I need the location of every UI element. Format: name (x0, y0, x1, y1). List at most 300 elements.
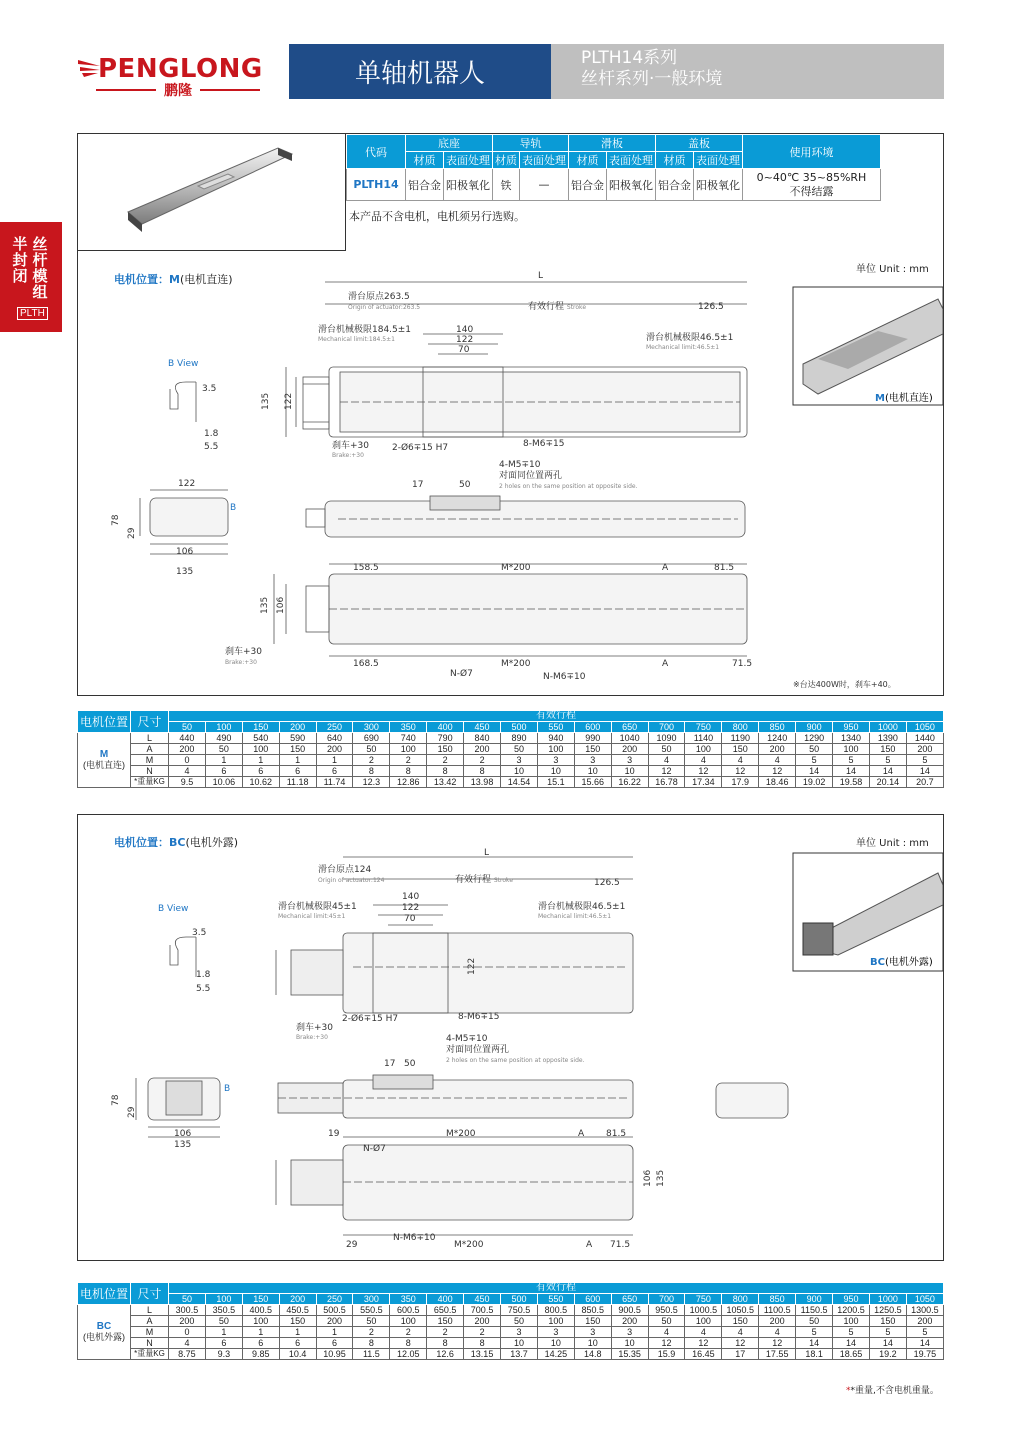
side-tab (0, 222, 62, 332)
table-cell: 16.78 (648, 777, 685, 788)
table-cell: 6 (279, 1338, 316, 1349)
table-cell: 0 (169, 755, 206, 766)
b-dim-35: 3.5 (202, 384, 217, 394)
section-m-title: 电机位置：M(电机直连) (114, 273, 233, 286)
row-name: A (131, 744, 169, 755)
table-cell: 1090 (648, 733, 685, 744)
table-cell: 890 (501, 733, 538, 744)
table-cell: 800.5 (537, 1305, 574, 1316)
table-cell: 440 (169, 733, 206, 744)
table-row (78, 733, 944, 744)
base-material: 铝合金 (406, 169, 444, 201)
stroke-value: 650 (611, 1294, 648, 1305)
code-header: 代码 (347, 135, 406, 169)
bc-dim-70: 70 (404, 914, 416, 924)
bc-b-dim-18: 1.8 (196, 970, 211, 980)
table-cell: 6 (205, 766, 242, 777)
origin-label: 滑台原点263.5 (348, 292, 410, 302)
dim-158: 158.5 (353, 563, 379, 573)
table-cell: 150 (427, 1316, 464, 1327)
table-cell: 840 (464, 733, 501, 744)
bc-mech-left-en: Mechanical limit:45±1 (278, 913, 346, 920)
table-cell: 12 (759, 766, 796, 777)
table-cell: 1290 (796, 733, 833, 744)
table-cell: 4 (722, 1327, 759, 1338)
table-cell: 750.5 (501, 1305, 538, 1316)
table-cell: 5 (906, 1327, 943, 1338)
bc-brake-en: Brake:+30 (296, 1034, 328, 1041)
table-row (78, 755, 944, 766)
sub-surface: 表面处理 (607, 152, 656, 169)
table-cell: 50 (501, 1316, 538, 1327)
b-dim-55: 5.5 (204, 442, 219, 452)
table-cell: 100 (685, 744, 722, 755)
sub-surface: 表面处理 (694, 152, 743, 169)
table-cell: 12.05 (390, 1349, 427, 1360)
stroke-value: 1050 (906, 1294, 943, 1305)
table-cell: 5 (869, 755, 906, 766)
table-cell: 10 (537, 766, 574, 777)
stroke-value: 400 (427, 1294, 464, 1305)
table-cell: 1050.5 (722, 1305, 759, 1316)
pin-label: 2-Ø6∓15 H7 (392, 443, 449, 453)
table-cell: 50 (648, 744, 685, 755)
table-cell: 10.62 (242, 777, 279, 788)
bc-dim-19: 19 (328, 1129, 340, 1139)
bc-end-dim-29: 29 (127, 1106, 137, 1118)
brake-label: 刹车+30 (332, 441, 369, 451)
dim-50: 50 (459, 480, 471, 490)
dim-L: L (538, 271, 544, 281)
table-cell: 100 (242, 744, 279, 755)
table-cell: 8.75 (169, 1349, 206, 1360)
table-cell: 13.15 (464, 1349, 501, 1360)
table-cell: 10 (611, 1338, 648, 1349)
bc-dim-81: 81.5 (606, 1129, 627, 1139)
table-cell: 4 (759, 1327, 796, 1338)
bc-stroke-label: 有效行程 Stroke (455, 875, 514, 885)
table-cell: 1100.5 (759, 1305, 796, 1316)
stroke-value: 450 (464, 1294, 501, 1305)
table-cell: 1250.5 (869, 1305, 906, 1316)
stroke-value: 300 (353, 722, 390, 733)
stroke-value: 200 (279, 722, 316, 733)
table-cell: 50 (796, 1316, 833, 1327)
mech-right: 滑台机械极限46.5±1 (646, 333, 734, 343)
stroke-value: 500 (501, 1294, 538, 1305)
table-cell: 10 (574, 766, 611, 777)
table-cell: 12 (648, 766, 685, 777)
table-cell: 940 (537, 733, 574, 744)
stroke-value: 200 (279, 1294, 316, 1305)
stroke-value: 600 (574, 1294, 611, 1305)
table-cell: 12.6 (427, 1349, 464, 1360)
end-dim-122: 122 (178, 479, 196, 489)
stroke-values-row (78, 1294, 944, 1305)
stroke-value: 850 (759, 722, 796, 733)
bc-m6-label: 8-M6∓15 (458, 1012, 500, 1022)
table-cell: 1240 (759, 733, 796, 744)
stroke-value: 750 (685, 722, 722, 733)
table-cell: 20.7 (906, 777, 943, 788)
table-cell: 12 (648, 1338, 685, 1349)
table-cell: 1390 (869, 733, 906, 744)
table-cell: 400.5 (242, 1305, 279, 1316)
table-cell: 6 (242, 1338, 279, 1349)
table-cell: 200 (464, 744, 501, 755)
table-cell: 1 (316, 755, 353, 766)
stroke-value: 150 (242, 1294, 279, 1305)
table-cell: 4 (648, 755, 685, 766)
origin-en: Origin of actuator:263.5 (348, 304, 421, 311)
sub-material: 材质 (493, 152, 520, 169)
photo-bc (793, 853, 943, 971)
table-cell: 2 (390, 1327, 427, 1338)
table-cell: 4 (648, 1327, 685, 1338)
stroke-value: 50 (169, 1294, 206, 1305)
table-row (78, 1316, 944, 1327)
slider-surface: 阳极氧化 (607, 169, 656, 201)
bc-dim-A-bottom: A (586, 1240, 593, 1250)
table-row (78, 1349, 944, 1360)
rail-material: 铁 (493, 169, 520, 201)
table-cell: 9.5 (169, 777, 206, 788)
brake-en-bottom: Brake:+30 (225, 659, 257, 666)
dim-140: 140 (456, 325, 474, 335)
stroke-value: 700 (648, 1294, 685, 1305)
table-cell: 6 (316, 766, 353, 777)
bc-m5-label: 4-M5∓10 (446, 1034, 488, 1044)
bc-dim-h122: 122 (467, 957, 477, 975)
dim-71: 71.5 (732, 659, 753, 669)
m5-label: 4-M5∓10 (499, 460, 541, 470)
motor-code: BC (96, 1321, 112, 1332)
table-cell: 350.5 (205, 1305, 242, 1316)
bc-dim-v106: 106 (643, 1169, 653, 1187)
motor-code: M (99, 749, 109, 760)
table-cell: 200 (611, 1316, 648, 1327)
table-cell: 9.85 (242, 1349, 279, 1360)
table-cell: 50 (648, 1316, 685, 1327)
table-cell: 20.14 (869, 777, 906, 788)
table-cell: 50 (501, 744, 538, 755)
dim-81: 81.5 (714, 563, 735, 573)
n7-label: N-Ø7 (450, 669, 473, 679)
table-cell: 200 (316, 1316, 353, 1327)
unit-label-bc: 单位 Unit : mm (856, 838, 929, 849)
table-cell: 1000.5 (685, 1305, 722, 1316)
table-cell: 850.5 (574, 1305, 611, 1316)
table-cell: 100 (242, 1316, 279, 1327)
table-cell: 3 (501, 755, 538, 766)
table-cell: 3 (611, 755, 648, 766)
table-cell: 14.54 (501, 777, 538, 788)
table-cell: 14 (906, 1338, 943, 1349)
series-line1: PLTH14系列 (581, 48, 678, 68)
table-cell: 150 (279, 744, 316, 755)
table-cell: 19.02 (796, 777, 833, 788)
table-row (78, 777, 944, 788)
table-cell: 1440 (906, 733, 943, 744)
photo-m-label: M(电机直连) (875, 393, 933, 404)
stroke-table-bc (77, 1282, 944, 1360)
table-cell: 12.86 (390, 777, 427, 788)
table-cell: 50 (205, 744, 242, 755)
table-cell: 50 (796, 744, 833, 755)
bc-n7-label: N-Ø7 (363, 1144, 386, 1154)
cover-surface: 阳极氧化 (694, 169, 743, 201)
sub-material: 材质 (656, 152, 694, 169)
sub-material: 材质 (569, 152, 607, 169)
stroke-value: 500 (501, 722, 538, 733)
stroke-value: 950 (833, 1294, 870, 1305)
table-row (78, 744, 944, 755)
table-cell: 100 (833, 1316, 870, 1327)
table-cell: 14 (869, 1338, 906, 1349)
side-tab-col1: 丝杆模组 (32, 235, 48, 301)
table-cell: 100 (685, 1316, 722, 1327)
bc-dim-71: 71.5 (610, 1240, 631, 1250)
sub-surface: 表面处理 (444, 152, 493, 169)
env-value (743, 169, 881, 201)
table-cell: 15.66 (574, 777, 611, 788)
group-cover: 盖板 (656, 135, 743, 152)
opposite-label: 对面同位置两孔 (499, 471, 563, 481)
b-dim-18: 1.8 (204, 429, 219, 439)
table-cell: 1300.5 (906, 1305, 943, 1316)
table-cell: 13.98 (464, 777, 501, 788)
table-cell: 3 (574, 1327, 611, 1338)
size-header: 尺寸 (131, 1283, 169, 1305)
group-base: 底座 (406, 135, 493, 152)
table-cell: 3 (537, 755, 574, 766)
table-cell: 9.3 (205, 1349, 242, 1360)
table-row (78, 1327, 944, 1338)
motor-position-cell (78, 733, 131, 788)
table-cell: 6 (205, 1338, 242, 1349)
table-cell: 5 (796, 755, 833, 766)
table-cell: 8 (427, 766, 464, 777)
m6-label: 8-M6∓15 (523, 439, 565, 449)
sub-material: 材质 (406, 152, 444, 169)
series-title (551, 44, 944, 99)
table-row (78, 1338, 944, 1349)
row-name: N (131, 1338, 169, 1349)
group-slider: 滑板 (569, 135, 656, 152)
table-cell: 900.5 (611, 1305, 648, 1316)
stroke-value: 550 (537, 722, 574, 733)
table-cell: 14.25 (537, 1349, 574, 1360)
row-name: A (131, 1316, 169, 1327)
dim-v106: 106 (276, 596, 286, 614)
side-tab-col2: 半封闭 (12, 235, 28, 285)
table-cell: 2 (353, 1327, 390, 1338)
table-cell: 200 (611, 744, 648, 755)
table-cell: 500.5 (316, 1305, 353, 1316)
bc-dim-126: 126.5 (594, 878, 620, 888)
table-cell: 3 (611, 1327, 648, 1338)
table-cell: 8 (390, 766, 427, 777)
table-cell: 10 (574, 1338, 611, 1349)
end-dim-78: 78 (111, 514, 121, 526)
row-name: L (131, 733, 169, 744)
table-cell: 15.9 (648, 1349, 685, 1360)
table-cell: 8 (464, 1338, 501, 1349)
table-cell: 12.3 (353, 777, 390, 788)
bc-mech-right-en: Mechanical limit:46.5±1 (538, 913, 612, 920)
series-line2: 丝杆系列·一般环境 (581, 69, 723, 89)
brake-en: Brake:+30 (332, 452, 364, 459)
table-cell: 16.45 (685, 1349, 722, 1360)
stroke-value: 850 (759, 1294, 796, 1305)
table-cell: 2 (390, 755, 427, 766)
bc-opposite-en: 2 holes on the same position at opposite side. (446, 1057, 585, 1064)
stroke-value: 50 (169, 722, 206, 733)
brake-label-bottom: 刹车+30 (225, 647, 262, 657)
bc-dim-140: 140 (402, 892, 420, 902)
table-cell: 4 (685, 1327, 722, 1338)
table-cell: 200 (906, 744, 943, 755)
table-row (78, 766, 944, 777)
table-cell: 150 (574, 744, 611, 755)
table-cell: 12 (685, 766, 722, 777)
table-cell: 1 (205, 755, 242, 766)
table-cell: 5 (906, 755, 943, 766)
table-cell: 990 (574, 733, 611, 744)
table-cell: 1140 (685, 733, 722, 744)
model-code: PLTH14 (347, 169, 406, 201)
slider-material: 铝合金 (569, 169, 607, 201)
table-cell: 8 (353, 766, 390, 777)
table-cell: 690 (353, 733, 390, 744)
end-dim-135: 135 (176, 567, 194, 577)
brand-name-cn: 鹏隆 (78, 80, 278, 100)
motor-desc: (电机直连) (83, 760, 125, 770)
table-cell: 17.9 (722, 777, 759, 788)
table-cell: 100 (833, 744, 870, 755)
table-cell: 700.5 (464, 1305, 501, 1316)
bc-pin-label: 2-Ø6∓15 H7 (342, 1014, 399, 1024)
table-cell: 12 (722, 1338, 759, 1349)
table-cell: 1190 (722, 733, 759, 744)
base-surface: 阳极氧化 (444, 169, 493, 201)
bc-end-dim-135: 135 (174, 1140, 192, 1150)
table-cell: 4 (759, 755, 796, 766)
section-bc-box (77, 814, 944, 1261)
dim-168: 168.5 (353, 659, 379, 669)
stroke-value: 350 (390, 1294, 427, 1305)
section-bc-title: 电机位置：BC(电机外露) (114, 836, 239, 849)
bc-opposite-label: 对面同位置两孔 (446, 1045, 510, 1055)
table-cell: 2 (427, 1327, 464, 1338)
stroke-values-row (78, 722, 944, 733)
table-cell: 450.5 (279, 1305, 316, 1316)
product-photo (78, 134, 346, 251)
group-rail: 导轨 (493, 135, 569, 152)
table-cell: 14 (833, 1338, 870, 1349)
table-cell: 17.55 (759, 1349, 796, 1360)
drawing-m (78, 264, 943, 694)
table-cell: 11.74 (316, 777, 353, 788)
bc-origin-en: Origin of actuator:124 (318, 877, 385, 884)
table-cell: 13.42 (427, 777, 464, 788)
table-cell: 12 (759, 1338, 796, 1349)
table-cell: 18.1 (796, 1349, 833, 1360)
table-cell: 4 (169, 1338, 206, 1349)
table-cell: 4 (685, 755, 722, 766)
stroke-value: 800 (722, 722, 759, 733)
table-cell: 18.46 (759, 777, 796, 788)
bc-dim-v135: 135 (656, 1169, 666, 1187)
weight-note: **重量,不含电机重量。 (846, 1386, 939, 1396)
stroke-value: 250 (316, 1294, 353, 1305)
bc-brake-label: 刹车+30 (296, 1023, 333, 1033)
table-cell: 150 (279, 1316, 316, 1327)
table-cell: 150 (722, 744, 759, 755)
table-cell: 11.5 (353, 1349, 390, 1360)
b-view-label: B View (168, 359, 199, 369)
table-cell: 150 (869, 1316, 906, 1327)
table-cell: 2 (427, 755, 464, 766)
table-cell: 490 (205, 733, 242, 744)
row-name: M (131, 755, 169, 766)
table-cell: 650.5 (427, 1305, 464, 1316)
table-cell: 1 (205, 1327, 242, 1338)
table-cell: 590 (279, 733, 316, 744)
pos-header: 电机位置 (78, 1283, 131, 1305)
table-cell: 1 (279, 1327, 316, 1338)
table-row (78, 1305, 944, 1316)
table-cell: 200 (169, 744, 206, 755)
nm6-label: N-M6∓10 (543, 672, 586, 682)
table-cell: 12 (722, 766, 759, 777)
table-cell: 6 (242, 766, 279, 777)
stroke-value: 450 (464, 722, 501, 733)
table-cell: 14 (869, 766, 906, 777)
bc-mech-right: 滑台机械极限46.5±1 (538, 902, 626, 912)
stroke-value: 750 (685, 1294, 722, 1305)
table-cell: 5 (869, 1327, 906, 1338)
table-cell: 540 (242, 733, 279, 744)
stroke-value: 700 (648, 722, 685, 733)
bc-origin-label: 滑台原点124 (318, 865, 372, 875)
bc-dim-17: 17 (384, 1059, 396, 1069)
table-cell: 14 (906, 766, 943, 777)
stroke-value: 550 (537, 1294, 574, 1305)
dim-70: 70 (458, 345, 470, 355)
table-cell: 14 (833, 766, 870, 777)
table-cell: 150 (427, 744, 464, 755)
section-m-box (77, 133, 944, 696)
mech-left: 滑台机械极限184.5±1 (318, 325, 412, 335)
table-cell: 10 (501, 766, 538, 777)
stroke-value: 1000 (869, 722, 906, 733)
table-cell: 100 (537, 744, 574, 755)
table-cell: 5 (796, 1327, 833, 1338)
stroke-value: 900 (796, 1294, 833, 1305)
table-cell: 5 (833, 1327, 870, 1338)
table-cell: 50 (353, 744, 390, 755)
row-name: M (131, 1327, 169, 1338)
material-table (346, 134, 881, 201)
table-cell: 200 (169, 1316, 206, 1327)
table-cell: 200 (906, 1316, 943, 1327)
table-cell: 50 (353, 1316, 390, 1327)
env-header: 使用环境 (743, 135, 881, 169)
bc-mech-left: 滑台机械极限45±1 (278, 902, 357, 912)
table-cell: 1200.5 (833, 1305, 870, 1316)
table-cell: 19.2 (869, 1349, 906, 1360)
